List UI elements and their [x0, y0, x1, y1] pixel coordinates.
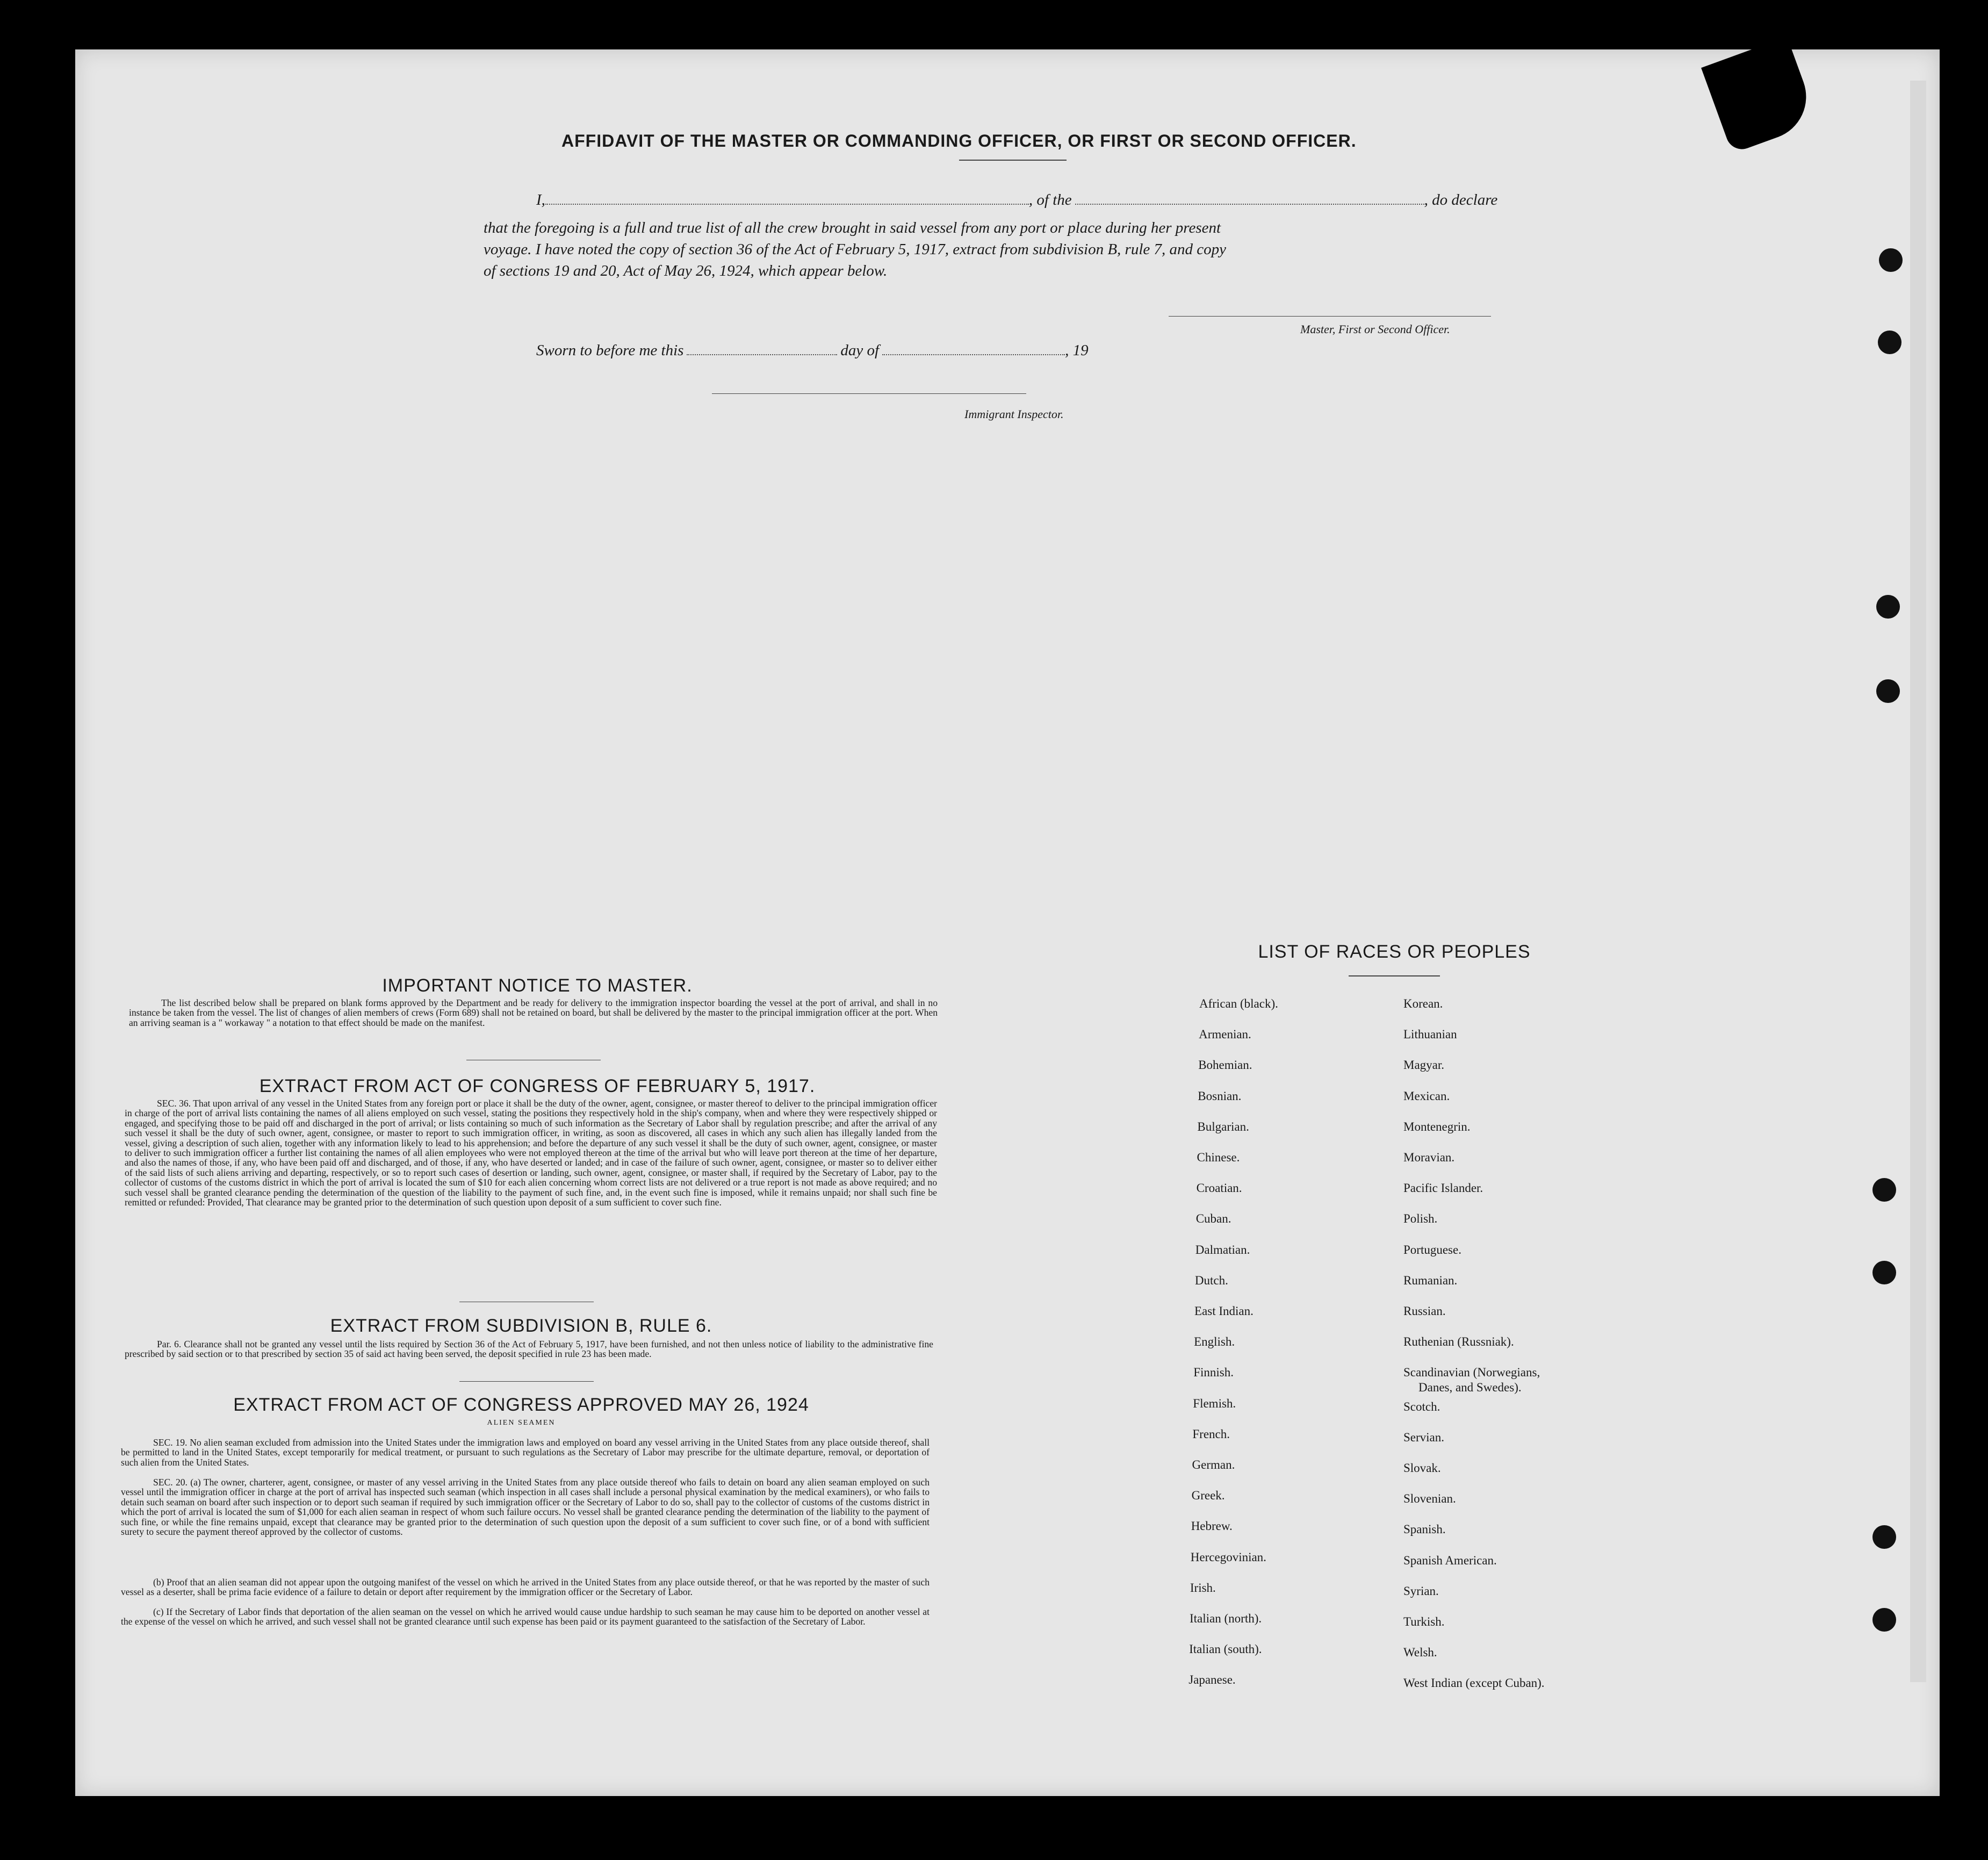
- race-item: Chinese.: [1197, 1151, 1240, 1164]
- races-title: LIST OF RACES OR PEOPLES: [1258, 942, 1531, 962]
- race-item: Pacific Islander.: [1403, 1181, 1483, 1195]
- sworn-line: [536, 342, 1089, 360]
- race-item: Slovak.: [1403, 1461, 1441, 1475]
- sworn-text: Sworn to before me this: [536, 342, 684, 359]
- race-item: Italian (south).: [1189, 1642, 1262, 1656]
- affidavit-declare: , do declare: [1424, 191, 1498, 209]
- signature-line[interactable]: [1169, 316, 1491, 317]
- subdivision-body: Par. 6. Clearance shall not be granted any vessel until the lists required by Section 36 of the Act of February 5, 1917, have been furnished, and not then unless notice of liability to the administrative fine prescribed by said section or to that prescribed by section 35 of said act having been served, the deposit specified in rule 23 has been made.: [125, 1339, 933, 1360]
- divider: [1349, 975, 1440, 976]
- page-edge: [1910, 81, 1926, 1682]
- race-item: German.: [1192, 1458, 1235, 1471]
- race-item: Ruthenian (Russniak).: [1403, 1335, 1514, 1349]
- affidavit-i: I,: [536, 191, 545, 209]
- race-item: Scotch.: [1403, 1399, 1440, 1413]
- day-blank[interactable]: [687, 354, 837, 355]
- race-item: French.: [1192, 1427, 1230, 1441]
- name-blank[interactable]: [545, 204, 1029, 205]
- race-item: Servian.: [1403, 1430, 1445, 1444]
- affidavit-line1: [536, 191, 1497, 209]
- affidavit-line3: voyage. I have noted the copy of section 36 of the Act of February 5, 1917, extract from subdivision B, rule 7, and copy: [484, 241, 1227, 258]
- race-item: Japanese.: [1189, 1673, 1236, 1687]
- affidavit-line2: that the foregoing is a full and true list of all the crew brought in said vessel from any port or place during her present: [484, 219, 1221, 236]
- month-blank[interactable]: [882, 354, 1065, 355]
- divider: [959, 160, 1067, 161]
- extract-1917-title: EXTRACT FROM ACT OF CONGRESS OF FEBRUARY 5, 1917.: [259, 1076, 816, 1096]
- alien-seamen-subtitle: ALIEN SEAMEN: [487, 1419, 556, 1427]
- punch-hole: [1872, 1525, 1896, 1549]
- punch-hole: [1872, 1608, 1896, 1632]
- race-item: English.: [1194, 1335, 1235, 1349]
- affidavit-title: AFFIDAVIT OF THE MASTER OR COMMANDING OFFICER, OR FIRST OR SECOND OFFICER.: [561, 131, 1357, 150]
- race-item: Korean.: [1403, 997, 1443, 1010]
- race-item: Bosnian.: [1198, 1089, 1242, 1103]
- sec20b-body: (b) Proof that an alien seaman did not appear upon the outgoing manifest of the vessel on which he arrived in the United States from any place outside thereof, or that he was reported by the master of such vessel as a deserter, shall be prima facie evidence of a failure to detain or deport after requirement by the immigration officer or the Secretary of Labor.: [121, 1577, 930, 1598]
- race-item: Greek.: [1191, 1489, 1225, 1503]
- punch-hole: [1879, 248, 1903, 272]
- race-item: Hebrew.: [1191, 1519, 1233, 1533]
- extract-1917-body: SEC. 36. That upon arrival of any vessel in the United States from any foreign port or place it shall be the duty of the owner, agent, consignee, or master thereof to deliver to the principal immigration officer in charge of the port of arrival lists containing the names of all aliens employed on such vessel, stating the positions they respectively hold in the ship's company, when and where they were respectively shipped or engaged, and specifying those to be paid off and discharged in the port of arrival; or lists containing so much of such information as the Secretary of Labor shall by regulation prescribe; and after the arrival of any such vessel it shall be the duty of such owner, agent, consignee, or master to report to such immigration officer, in writing, as soon as discovered, all cases in which any such alien has illegally landed from the vessel, giving a description of such alien, together with any information likely to lead to his apprehension; and before the departure of any such vessel it shall be the duty of such owner, agent, consignee, or master to deliver to such immigration officer a further list containing the names of all alien employees who were not employed thereon at the time of the arrival but who will leave port thereon at the time of her departure, and also the names of those, if any, who have been paid off and discharged, and of those, if any, who have deserted or landed; and in case of the failure of such owner, agent, consignee, or master so to deliver either of the said lists of such aliens arriving and departing, respectively, or so to report such cases of desertion or landing, such owner, agent, consignee, or master shall, if required by the Secretary of Labor, pay to the collector of customs of the customs district in which the port of arrival is located the sum of $10 for each alien concerning whom correct lists are not delivered or a true report is not made as above required; and no such vessel shall be granted clearance pending the determination of the question of the liability to the payment of such fine, and, in the event such fine is imposed, while it remains unpaid; nor shall such fine be remitted or refunded: Provided, That clearance may be granted prior to the determination of such question upon deposit of a sum sufficient to cover such fine.: [125, 1098, 937, 1208]
- year-text: , 19: [1065, 342, 1089, 359]
- race-item: Syrian.: [1403, 1584, 1439, 1598]
- race-item: Rumanian.: [1403, 1273, 1458, 1287]
- affidavit-of-the: , of the: [1028, 191, 1072, 209]
- race-item: Mexican.: [1403, 1089, 1450, 1103]
- race-item: Bulgarian.: [1197, 1119, 1249, 1133]
- vessel-blank[interactable]: [1075, 204, 1424, 205]
- inspector-signature-line[interactable]: [712, 393, 1026, 394]
- race-item: West Indian (except Cuban).: [1403, 1676, 1545, 1690]
- race-item: Welsh.: [1403, 1646, 1437, 1660]
- race-item: Armenian.: [1199, 1028, 1251, 1042]
- punch-hole: [1872, 1261, 1896, 1284]
- race-item: Russian.: [1403, 1304, 1446, 1318]
- race-item: Dutch.: [1194, 1273, 1228, 1287]
- race-item: Cuban.: [1195, 1212, 1231, 1226]
- divider: [459, 1381, 594, 1382]
- race-item: Flemish.: [1193, 1396, 1236, 1410]
- race-item: Dalmatian.: [1195, 1243, 1250, 1256]
- sec19-body: SEC. 19. No alien seaman excluded from admission into the United States under the immigration laws and employed on board any vessel arriving in the United States from any place outside thereof, shall be permitted to land in the United States, except temporarily for medical treatment, or pursuant to such regulations as the Secretary of Labor may prescribe for the ultimate departure, removal, or deportation of such alien from the United States.: [121, 1437, 930, 1468]
- notice-title: IMPORTANT NOTICE TO MASTER.: [382, 975, 693, 996]
- sec20a-body: SEC. 20. (a) The owner, charterer, agent, consignee, or master of any vessel arriving in the United States from any place outside thereof who fails to detain on board any alien seaman employed on such vessel until the immigration officer in charge at the port of arrival has inspected such seaman (which inspection in all cases shall include a personal physical examination by the medical examiners), or who fails to detain such seaman on board after such inspection or to deport such seaman if required by such immigration officer or the Secretary of Labor to do so, shall pay to the collector of customs of the customs district in which the port of arrival is located the sum of $1,000 for each alien seaman in respect of whom such failure occurs. No vessel shall be granted clearance pending the determination of the liability to the payment of such fine, or while the fine remains unpaid, except that clearance may be granted prior to the determination of such question upon the deposit of a sum sufficient to cover such fine, or of a bond with sufficient surety to secure the payment thereof approved by the collector of customs.: [121, 1477, 930, 1538]
- race-item: African (black).: [1199, 997, 1278, 1010]
- race-item: Polish.: [1403, 1212, 1438, 1226]
- race-item: Hercegovinian.: [1190, 1550, 1266, 1564]
- punch-hole: [1872, 1178, 1896, 1202]
- extract-1924-title: EXTRACT FROM ACT OF CONGRESS APPROVED MAY 26, 1924: [233, 1395, 809, 1415]
- punch-hole: [1876, 595, 1900, 619]
- notice-body: The list described below shall be prepared on blank forms approved by the Department and be ready for delivery to the immigration inspector boarding the vessel at the port of arrival, and shall in no instance be taken from the vessel. The list of changes of alien members of crews (Form 689) shall not be retained on board, but shall be delivered by the master to the principal immigration officer at the port. When an arriving seaman is a " workaway " a notation to that effect should be made on the manifest.: [129, 997, 938, 1028]
- race-item: Magyar.: [1403, 1058, 1445, 1072]
- race-item: Lithuanian: [1403, 1028, 1457, 1042]
- punch-hole: [1876, 679, 1900, 703]
- subdivision-title: EXTRACT FROM SUBDIVISION B, RULE 6.: [330, 1316, 712, 1336]
- race-item: Slovenian.: [1403, 1492, 1456, 1506]
- race-item: Scandinavian (Norwegians,: [1403, 1366, 1540, 1380]
- race-item: Italian (north).: [1190, 1612, 1262, 1625]
- race-item: Turkish.: [1403, 1615, 1445, 1628]
- race-item: Irish.: [1190, 1581, 1216, 1595]
- race-item: Bohemian.: [1198, 1058, 1252, 1072]
- race-item: Moravian.: [1403, 1151, 1455, 1164]
- race-item: Finnish.: [1193, 1366, 1234, 1380]
- race-item: Portuguese.: [1403, 1243, 1461, 1256]
- race-item: Spanish.: [1403, 1523, 1446, 1536]
- sec20c-body: (c) If the Secretary of Labor finds that deportation of the alien seaman on the vessel on which he arrived would cause undue hardship to such seaman he may cause him to be deported on another vessel at the expense of the vessel on which he arrived, and such vessel shall not be granted clearance until such expense has been paid or its payment guaranteed to the satisfaction of the Secretary of Labor.: [121, 1606, 930, 1627]
- affidavit-line4: of sections 19 and 20, Act of May 26, 1924, which appear below.: [484, 262, 888, 279]
- race-item: Spanish American.: [1403, 1553, 1497, 1567]
- race-item: Danes, and Swedes).: [1418, 1381, 1522, 1395]
- inspector-label: Immigrant Inspector.: [964, 407, 1064, 421]
- master-signature-label: Master, First or Second Officer.: [1300, 322, 1450, 336]
- day-of-text: day of: [840, 342, 880, 359]
- race-item: Croatian.: [1196, 1181, 1242, 1195]
- race-item: East Indian.: [1194, 1304, 1254, 1318]
- punch-hole: [1878, 331, 1901, 354]
- race-item: Montenegrin.: [1403, 1119, 1471, 1133]
